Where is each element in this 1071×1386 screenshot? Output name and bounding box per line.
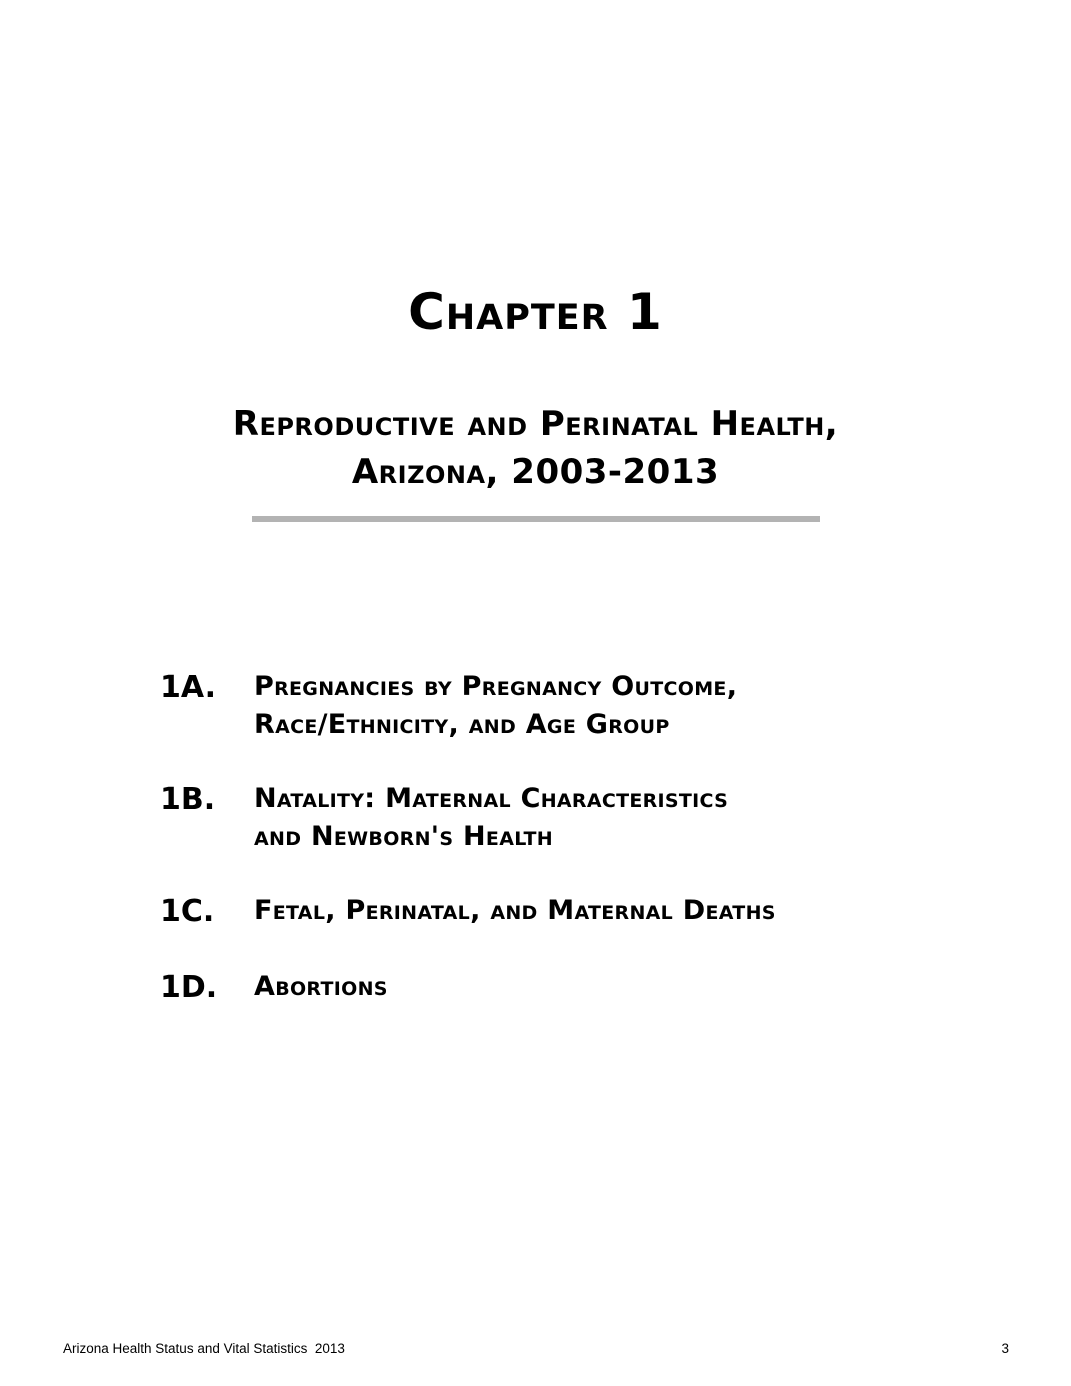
subtitle-line-1: Reproductive and Perinatal Health,: [232, 404, 839, 444]
section-item-1c: [160, 892, 980, 932]
section-number: 1C.: [160, 894, 215, 929]
section-title-line: Race/Ethnicity, and Age Group: [254, 709, 670, 740]
footer-publication-title: Arizona Health Status and Vital Statistics 2013: [63, 1341, 345, 1356]
section-number: 1B.: [160, 782, 216, 817]
section-number: 1A.: [160, 670, 217, 705]
footer-page-number: 3: [1001, 1341, 1009, 1356]
section-item-1b: [160, 780, 980, 856]
section-title-line: Fetal, Perinatal, and Maternal Deaths: [254, 895, 776, 926]
section-title-line: Pregnancies by Pregnancy Outcome,: [254, 671, 738, 702]
section-title: [254, 668, 737, 744]
section-item-1a: [160, 668, 980, 744]
section-title-line: and Newborn's Health: [254, 821, 553, 852]
section-title-line: Abortions: [254, 971, 388, 1002]
section-list: [160, 668, 980, 1044]
section-title: [254, 968, 388, 1008]
chapter-title: Chapter 1: [408, 283, 663, 341]
chapter-subtitle: [0, 400, 1071, 496]
section-title: [254, 892, 776, 932]
subtitle-line-2: Arizona, 2003-2013: [351, 452, 720, 492]
section-item-1d: [160, 968, 980, 1008]
section-number: 1D.: [160, 970, 218, 1005]
title-divider: [252, 516, 820, 522]
section-title-line: Natality: Maternal Characteristics: [254, 783, 729, 814]
section-title: [254, 780, 728, 856]
